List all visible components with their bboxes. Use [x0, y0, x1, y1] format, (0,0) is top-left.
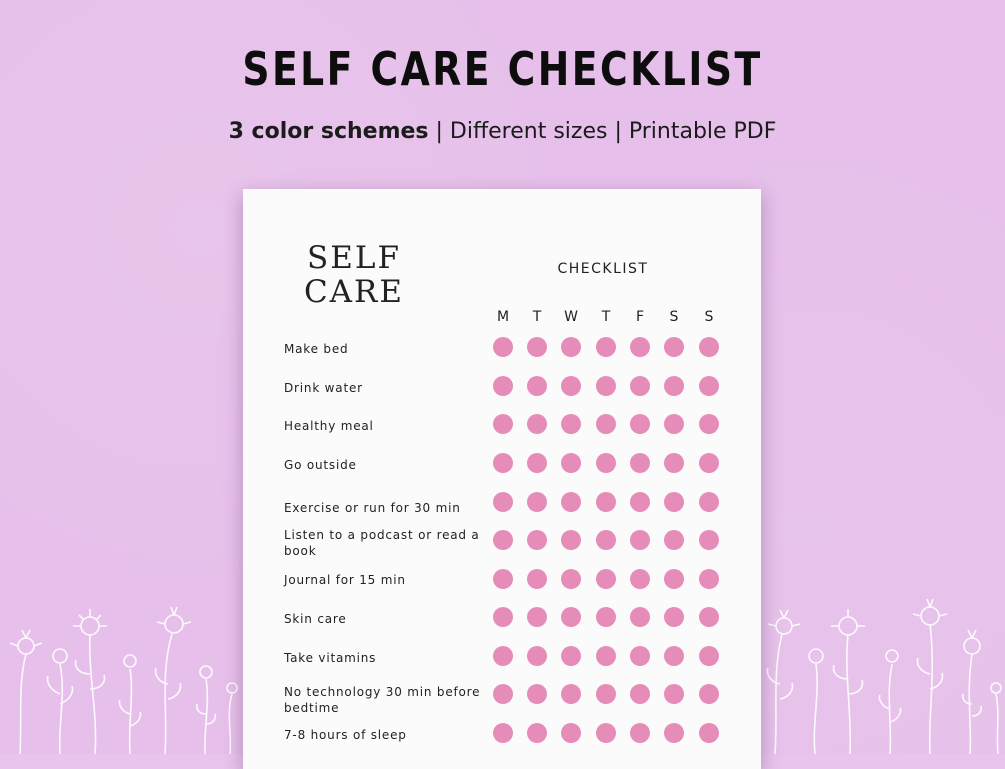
check-circle[interactable] — [527, 453, 547, 473]
check-circle[interactable] — [561, 646, 581, 666]
check-circle[interactable] — [493, 646, 513, 666]
check-circle[interactable] — [527, 376, 547, 396]
check-circle[interactable] — [493, 376, 513, 396]
check-circle[interactable] — [664, 569, 684, 589]
check-circle[interactable] — [699, 337, 719, 357]
check-circle[interactable] — [664, 453, 684, 473]
check-circle[interactable] — [699, 723, 719, 743]
check-circle[interactable] — [561, 723, 581, 743]
check-circle[interactable] — [493, 684, 513, 704]
check-circle[interactable] — [664, 337, 684, 357]
check-circle[interactable] — [527, 492, 547, 512]
check-circle[interactable] — [630, 337, 650, 357]
check-circle[interactable] — [664, 492, 684, 512]
day-header-5: S — [669, 309, 679, 325]
flower-decoration-left — [0, 594, 250, 754]
check-circle[interactable] — [596, 684, 616, 704]
check-circle[interactable] — [630, 607, 650, 627]
check-circle[interactable] — [630, 646, 650, 666]
check-circle[interactable] — [699, 530, 719, 550]
check-circle[interactable] — [527, 530, 547, 550]
check-circle[interactable] — [561, 337, 581, 357]
check-circle[interactable] — [493, 337, 513, 357]
check-circle[interactable] — [596, 723, 616, 743]
check-circle[interactable] — [561, 684, 581, 704]
check-circle[interactable] — [699, 453, 719, 473]
checklist-sheet — [243, 189, 761, 769]
check-circle[interactable] — [596, 569, 616, 589]
check-circle[interactable] — [699, 414, 719, 434]
check-circle[interactable] — [596, 337, 616, 357]
check-circle[interactable] — [527, 337, 547, 357]
check-circle[interactable] — [596, 530, 616, 550]
task-label: Listen to a podcast or read a book — [284, 528, 480, 558]
check-circle[interactable] — [493, 723, 513, 743]
task-label: Take vitamins — [284, 651, 377, 665]
check-circle[interactable] — [699, 684, 719, 704]
task-label: Make bed — [284, 342, 349, 356]
sheet-title-line2: CARE — [303, 274, 405, 310]
check-circle[interactable] — [561, 530, 581, 550]
check-circle[interactable] — [527, 607, 547, 627]
check-circle[interactable] — [699, 646, 719, 666]
checklist-label: CHECKLIST — [557, 261, 649, 277]
check-circle[interactable] — [493, 453, 513, 473]
day-header-1: T — [532, 309, 542, 325]
subtitle-rest: | Different sizes | Printable PDF — [428, 119, 777, 144]
check-circle[interactable] — [664, 414, 684, 434]
check-circle[interactable] — [596, 414, 616, 434]
day-header-6: S — [704, 309, 714, 325]
check-circle[interactable] — [527, 723, 547, 743]
check-circle[interactable] — [699, 569, 719, 589]
check-circle[interactable] — [493, 414, 513, 434]
check-circle[interactable] — [664, 723, 684, 743]
task-label: 7-8 hours of sleep — [284, 728, 407, 742]
check-circle[interactable] — [630, 530, 650, 550]
check-circle[interactable] — [596, 646, 616, 666]
check-circle[interactable] — [527, 569, 547, 589]
task-label: No technology 30 min before bedtime — [284, 685, 481, 715]
check-circle[interactable] — [596, 376, 616, 396]
task-label: Go outside — [284, 458, 357, 472]
check-circle[interactable] — [561, 376, 581, 396]
check-circle[interactable] — [630, 569, 650, 589]
check-circle[interactable] — [561, 607, 581, 627]
page-subtitle — [0, 119, 1005, 144]
check-circle[interactable] — [664, 530, 684, 550]
check-circle[interactable] — [493, 607, 513, 627]
check-circle[interactable] — [664, 646, 684, 666]
subtitle-bold: 3 color schemes — [228, 119, 429, 144]
sheet-title-line1: SELF — [307, 240, 401, 276]
check-circle[interactable] — [561, 569, 581, 589]
check-circle[interactable] — [630, 492, 650, 512]
check-circle[interactable] — [596, 492, 616, 512]
check-circle[interactable] — [630, 453, 650, 473]
check-circle[interactable] — [630, 376, 650, 396]
sheet-title — [299, 241, 409, 309]
task-label: Drink water — [284, 381, 363, 395]
check-circle[interactable] — [527, 414, 547, 434]
day-header-4: F — [635, 309, 645, 325]
check-circle[interactable] — [561, 453, 581, 473]
check-circle[interactable] — [493, 569, 513, 589]
check-circle[interactable] — [664, 684, 684, 704]
check-circle[interactable] — [664, 607, 684, 627]
check-circle[interactable] — [596, 607, 616, 627]
check-circle[interactable] — [699, 492, 719, 512]
check-circle[interactable] — [527, 646, 547, 666]
check-circle[interactable] — [699, 376, 719, 396]
task-label: Skin care — [284, 612, 347, 626]
check-circle[interactable] — [630, 414, 650, 434]
day-header-3: T — [601, 309, 611, 325]
check-circle[interactable] — [630, 684, 650, 704]
check-circle[interactable] — [664, 376, 684, 396]
check-circle[interactable] — [493, 492, 513, 512]
check-circle[interactable] — [596, 453, 616, 473]
flower-decoration-right — [760, 594, 1005, 754]
task-label: Journal for 15 min — [284, 573, 406, 587]
check-circle[interactable] — [630, 723, 650, 743]
check-circle[interactable] — [561, 492, 581, 512]
check-circle[interactable] — [527, 684, 547, 704]
check-circle[interactable] — [493, 530, 513, 550]
page-title: SELF CARE CHECKLIST — [242, 42, 763, 96]
check-circle[interactable] — [699, 607, 719, 627]
task-label: Healthy meal — [284, 419, 374, 433]
day-header-0: M — [496, 309, 510, 325]
check-circle[interactable] — [561, 414, 581, 434]
day-header-2: W — [564, 309, 578, 325]
task-label: Exercise or run for 30 min — [284, 501, 461, 515]
